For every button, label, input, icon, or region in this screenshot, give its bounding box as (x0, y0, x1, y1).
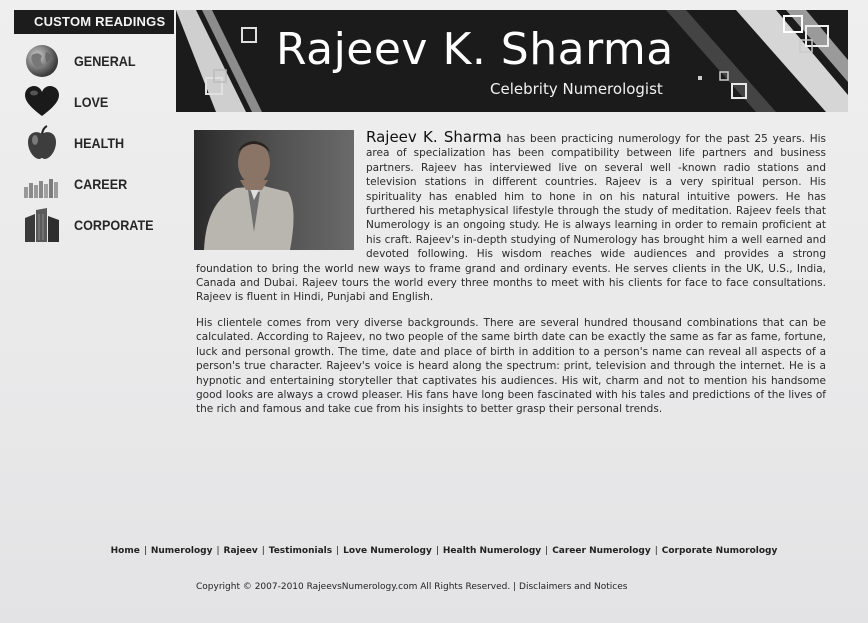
main-content (196, 130, 826, 428)
globe-icon (22, 42, 62, 80)
copyright (196, 582, 627, 592)
sidebar-item-corporate[interactable] (14, 204, 174, 245)
site-title: Rajeev K. Sharma (276, 24, 674, 75)
footer-link-corporate-numerology[interactable]: Corporate Numorology (661, 546, 778, 556)
footer-separator: | (216, 546, 220, 556)
header-banner (176, 10, 848, 112)
sidebar-item-label: CAREER (74, 175, 128, 192)
footer-separator: | (435, 546, 439, 556)
lead-name: Rajeev K. Sharma (366, 128, 502, 146)
sidebar-title: CUSTOM READINGS (14, 10, 174, 34)
bio-text-1: has been practicing numerology for the past 25 years. His area of specialization has been compatibility between life partners and business partners. Rajeev has interviewed live on several well -known radio stations and television stations in different countries. Rajeev is a very spiritual person. His spirituality has enabled him to hone in on his natural intuitive powers. He has furthered his metaphysical lifestyle through the study of meditation. Rajeev feels that Numerology is an ongoing study. He is always learning in order to remain proficient at his craft. Rajeev's in-depth studying of Numerology has brought him a well earned and devoted following. His wisdom reaches wide audiences and provides a strong foundation to bring the world new ways to frame grand and ordinary events. He serves clients in the UK, U.S., India, Canada and Dubai. Rajeev tours the world every three months to meet with his clients for face to face consultations. Rajeev is fluent in Hindi, Punjabi and English. (196, 133, 827, 304)
footer-separator: | (654, 546, 658, 556)
sidebar-item-label: GENERAL (74, 52, 136, 69)
footer-separator: | (143, 546, 147, 556)
footer-link-career-numerology[interactable]: Career Numerology (552, 546, 651, 556)
bar-chart-icon (22, 165, 62, 203)
footer-separator: | (545, 546, 549, 556)
buildings-icon (22, 206, 62, 244)
footer-link-home[interactable]: Home (110, 546, 140, 556)
sidebar-item-love[interactable] (14, 81, 174, 122)
copyright-text: Copyright © 2007-2010 RajeevsNumerology.com All Rights Reserved. (196, 582, 511, 592)
footer-nav (84, 546, 804, 556)
footer-link-rajeev[interactable]: Rajeev (223, 546, 258, 556)
footer-link-numerology[interactable]: Numerology (150, 546, 213, 556)
site-subtitle: Celebrity Numerologist (490, 80, 663, 98)
footer-separator: | (336, 546, 340, 556)
sidebar-item-label: HEALTH (74, 134, 125, 151)
apple-icon (22, 124, 62, 162)
footer-link-testimonials[interactable]: Testimonials (268, 546, 333, 556)
sidebar (14, 10, 174, 245)
copyright-separator: | (513, 582, 517, 592)
bio-paragraph-2: His clientele comes from very diverse backgrounds. There are several hundred thousand combinations that can be calculated. According to Rajeev, no two people of the same birth date can be exactly the same as far as fame, fortune, luck and personal growth. The time, date and place of birth in addition to a person's name can reveal all aspects of a person's true character. Rajeev's voice is heard along the spectrum: print, television and through the internet. He is a hypnotic and entertaining storyteller that captivates his audiences. His wit, charm and not to mention his handsome good looks are always a crowd pleaser. His fans have long been fascinated with his tales and predictions of the lives of the rich and famous and take cue from his insights to better grasp their personal trends. (196, 316, 826, 416)
heart-icon (22, 83, 62, 121)
sidebar-item-career[interactable] (14, 163, 174, 204)
footer-separator: | (261, 546, 265, 556)
footer-link-health-numerology[interactable]: Health Numerology (442, 546, 542, 556)
footer-link-love-numerology[interactable]: Love Numerology (343, 546, 432, 556)
sidebar-item-general[interactable] (14, 40, 174, 81)
sidebar-item-health[interactable] (14, 122, 174, 163)
photo-spacer (196, 130, 366, 256)
sidebar-item-label: CORPORATE (74, 216, 154, 233)
sidebar-item-label: LOVE (74, 93, 109, 110)
disclaimers-link[interactable]: Disclaimers and Notices (519, 582, 628, 592)
